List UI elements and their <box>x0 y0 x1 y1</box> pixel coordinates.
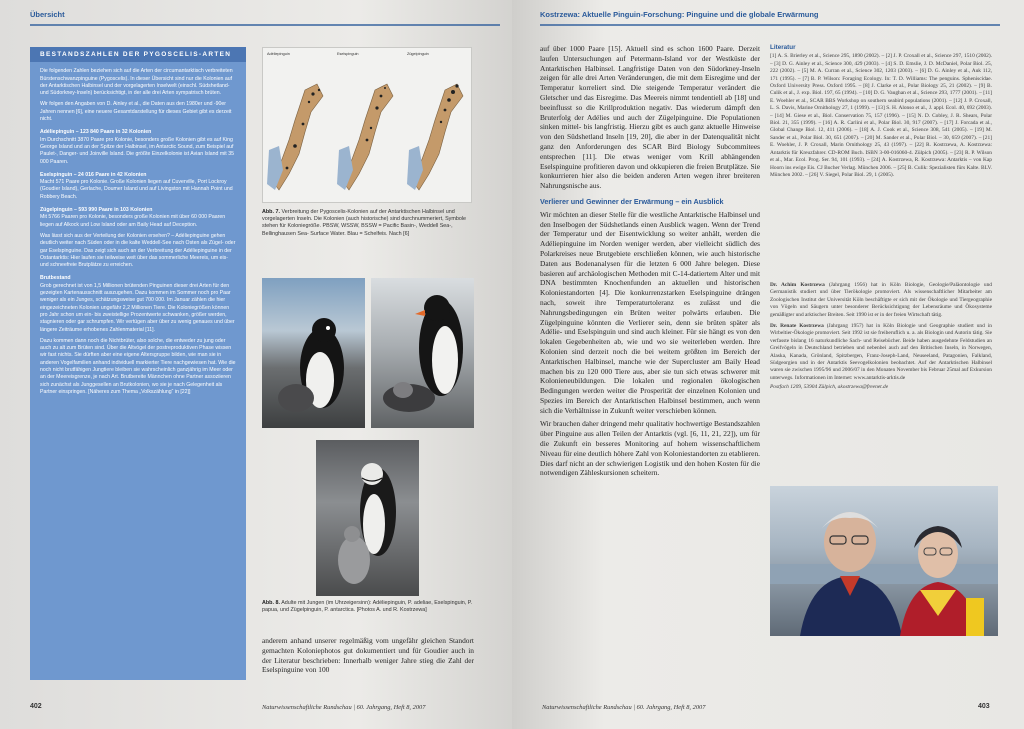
chinstrap-penguin-illustration <box>316 440 419 596</box>
population-sidebar <box>30 47 246 680</box>
map-adelie <box>265 50 333 200</box>
figure-7-text: Verbreitung der Pygoscelis-Kolonien auf der Antarktischen Halbinsel und vorgelagerten Inseln. Die Kolonien (auch historische) sind durchnummeriert, Symbole stehen für Koloniegröße. PBSW, WSSW, BSSW = Pacific Basin-, Weddell Sea-, Bellinghausen Sea- Surface Water. Blau = Schelfeis. Nach [6] <box>262 209 467 237</box>
right-header: Kostrzewa: Aktuelle Pinguin-Forschung: Pinguine und die globale Erwärmung <box>540 10 819 19</box>
distribution-question: Was lässt sich aus der Verteilung der Kolonien ersehen? – Adéliepinguine gehen deutlich weiter nach Süden oder in die kalte Weddell-See nach Osten als Zügel- oder gar Eselspinguine. Das zeigt sich auch an der Verbreitung der Adéliepinguine in der Ostantarktis: Hier laufen sie teilweise weit über das sommerliche Meereis, um eis- und schneefreie Brutplätze zu erreichen. <box>40 232 236 269</box>
literature-heading: Literatur <box>770 44 796 51</box>
chinstrap-text: Mit 5766 Paaren pro Kolonie, besonders große Kolonien mit über 60 000 Paaren liegen auf Alkock und Low Island oder am Baily Head auf Deception. <box>40 214 226 228</box>
map-gentoo-drawing <box>335 50 403 200</box>
right-paragraph-1: auf über 1000 Paare [15]. Aktuell sind es schon 1600 Paare. Derzeit laufen Untersuchungen auf Petermann-Island vor der Westküste der Antarktischen Halbinsel. Langfristige Daten von den Südorkney-Inseln zeigen für alle drei Arten Veränderungen, die mit dem Eisregime und der Temperatur korreliert sind. Die steigende Temperatur verändert die Gletscher und das Eisregime. Das Meereis nimmt tendentiell ab [18] und beeinflusst so die Krillproduktion negativ. Das wiederum dämpft den Bruterfolg der Adélies und auch der Zügelpinguine. Die Populationen sinken mittel- bis langfristig. Hierzu gibt es auch ganz aktuelle Hinweise von den Südshetland Inseln [19, 20], die aber in der Datenqualität nicht ganz den Anforderungen des SCAR Bird Biology Subcommitees entsprechen [11]. Die etwas weniger vom Krill abhängenden Eselspinguine profitieren davon und okkupieren die freien Brutplätze. Sie konkurrieren hier also die beiden anderen Arten wegen ihrer breiteren Nahrungsnische aus. <box>540 44 760 191</box>
map-chinstrap <box>405 50 471 200</box>
map-chinstrap-drawing <box>405 50 471 200</box>
figure-7-label: Abb. 7. <box>262 209 280 215</box>
right-paragraph-2: Wir möchten an dieser Stelle für die westliche Antarktische Halbinsel und den Inselbogen der Südshetlands einen Ausblick wagen. Wenn der Trend der Temperatur und der Eisentwicklung so weiter anhält, werden die Adéliepinguine im Norden weniger werden, aber vielleicht südlich des Polarkreises neue Brutgebiete erschließen können, wie auch historische Daten aus Bodenanalysen für die letzten 6 000 Jahre belegen. Diese basieren auf archäologischen Methoden mit C-14-datiertem Alter und mit DNA bestimmten Knochenfunden an aktuellen und historischen Koloniestandorten [4]. Die konkurrenzstarken Eselspinguine drängen nach, soweit ihre Temperaturtoleranz es zulässt und die Nahrungsbedingungen ein Brüten weiter polwärts erlauben. Die Zügelpinguine könnten die Verlierer sein, denn sie brüten später als Adélie- und Eselspinguin und sind auch kleiner. Für sie hängt es von den lokalen Gegebenheiten ab, wie und wo sie weiterleben werden. Ihre Kolonien sind derzeit noch die bei weitem größten im Bereich der Antarktischen Halbinsel, manche wie der Supercluster am Baily Head machen bis zu 120 000 Tiere aus, aber sie tun sich etwas schwerer mit Kolonieneubildungen. Die lokalen und regionalen ökologischen Bedingungen werden weiter die Prosperität der einzelnen Kolonien und Spezies im Bereich der Antarktischen Halbinsel bestimmen, auch wenn sich die Verhältnisse in Zukunft weiter verschieben können. <box>540 209 760 415</box>
gentoo-penguin-photo <box>371 278 474 428</box>
adelie-penguin-photo <box>262 278 365 428</box>
sidebar-intro: Die folgenden Zahlen beziehen sich auf die Arten der circumantarktisch verbreiteten Bürstenschwanzpinguine (Pygoscelis). In dieser Übersicht sind nur die Kolonien auf der Antarktischen Halbinsel und der vorgelagerten Inselwelt (einschl. Südshetland- und Südorkney-Inseln) berücksichtigt, in der alle drei Arten sympatrisch brüten. <box>40 68 233 97</box>
section-heading: Verlierer und Gewinner der Erwärmung – ein Ausblick <box>540 196 724 206</box>
map-legend-chinstrap: Zügelpinguin <box>407 52 429 56</box>
chinstrap-penguin-photo <box>316 440 419 596</box>
literature-list: [1] A. S. Brierley et al., Science 295, 1890 (2002). – [2] J. P. Croxall et al., Science 297, 1510 (2002). – [3] D. G. Ainley et al., Science 300, 429 (2003). – [4] S. D. Emslie, J. D. McDaniel, Polar Biol. 25, 222 (2002). – [5] M. A. Curran et al., Science 302, 1203 (2003). – [6] D. G. Ainley et al., Auk 112, 171 (1995). – [7] B. P. Wilson: Foraging Ecology. In: T. D. Williams: The penguins. Spheniscidae. Oxford University Press. Oxford 1995. – [8] J. Clarke et al., Polar Biology 25, 21 (2002). – [9] B. Culik et al., J. exp. Biol. 197, 65 (1994). – [10] D. G. Vaughan et al., Science 293, 1777 (2001). – [11] E. Woehler et al., SCAR BBS Workshop on southern seabird populations (2001). – [12] J. P. Croxall, L. S. Davis, Marine Ornithology 27, 1 (1999). – [13] S. H. Alonso et al., J. appl. Ecol. 40, 692 (2003). – [14] M. Giese et al., Biol. Conservation 75, 157 (1996). – [15] N. D. Cobley, J. R. Shears, Polar Biol. 21, 355 (1999). – [16] A. R. Carlini et al., Polar Biol. 30, 917 (2007). – [17] J. Forcada et al., Global Change Biol. 12, 411 (2006). – [18] A. J. Cook et al., Science 308, 541 (2005). – [19] M. Sander et al., Polar Biol. 30, 651 (2007). – [20] M. Sander et al., Polar Biol. – 30, 659 (2007). – [21] E. Woehler, J. P. Croxall, Marin Ornithology 25, 43 (1997). – [22] R. Kostrzewa, A. Kostrzewa: Antarktis für Kreuzfahrer. CD-ROM Buch. ISBN 3-00-016060-4. Zülpich (2005). – [23] R. P. Wilson et al., Mar. Ecol. Prog. Ser. 94, 101 (1993). – [24] A. Kostrzewa, R. Kostrzewa: Antarktis – von Kap Hoorn ins ewige Eis. CJ Bucher Verlag. München 2006. – [25] B. Culik: Spezialisten fürs Kalte. BLV. München 2002. – [26] V. Siegel, Polar Biol. 29, 1 (2005). <box>770 53 992 178</box>
distribution-maps-figure <box>262 47 472 203</box>
right-page <box>512 0 1024 729</box>
figure-7-caption <box>262 209 474 238</box>
right-page-number: 403 <box>978 703 990 710</box>
gentoo-text: Macht 571 Paare pro Kolonie. Große Kolonien liegen auf Cuverville, Port Lockroy (Goudier Island), Gerlache, Doumer Island und auf Livingston mit Hannah Point und Robbery Beach. <box>40 179 233 200</box>
right-footer: Naturwissenschaftliche Rundschau | 60. Jahrgang, Heft 8, 2007 <box>542 704 706 711</box>
map-legend-adelie: Adéliepinguin <box>267 52 290 56</box>
author-bios <box>770 282 992 482</box>
author-1-bio: (Jahrgang 1956) hat in Köln Biologie, Geologie/Paläontologie und Germanistik studiert und über Tierökologie promoviert. Als wissenschaftlicher Mitarbeiter am Zoologischen Institut der Universität Köln beschäftigte er sich mit der Ökologie und Tiergeographie von Vögeln und Säugern unter besonderer Berücksichtigung der Lebensräume und Ökosysteme gemäßigter und arktischer Breiten. Seit 1990 ist er in der freien Wirtschaft tätig. <box>770 282 992 318</box>
adelie-heading: Adéliepinguin – 123 840 Paare in 32 Kolonien <box>40 129 152 136</box>
figure-8-label: Abb. 8. <box>262 600 280 606</box>
right-header-rule <box>540 24 1000 26</box>
figure-8-caption <box>262 600 474 614</box>
author-address: Postfach 1209, 53904 Zülpich, akostrzewa@freenet.de <box>770 384 889 391</box>
literature-column <box>770 44 992 269</box>
right-main-column <box>540 44 760 694</box>
map-gentoo <box>335 50 403 200</box>
map-legend-gentoo: Eselspinguin <box>337 52 359 56</box>
sidebar-title: BESTANDSZAHLEN DER PYGOSCELIS-ARTEN <box>30 47 246 62</box>
left-footer: Naturwissenschaftliche Rundschau | 60. Jahrgang, Heft 8, 2007 <box>262 704 426 711</box>
author-2-bio: (Jahrgang 1957) hat in Köln Biologie und Geographie studiert und in Wirbeltier-Ökologie promoviert. Seit 1992 ist sie freiberuflich u. a. als Biologin und Autorin tätig. Sie verfasste bislang 16 naturkundliche Sach- und Reisebücher. Beide haben ausgedehnte Feldstudien an Greifvögeln in Deutschland betrieben und nebenbei auch auf den Britischen Inseln, in Norwegen, Alaska, Kanada, Grönland, Spitzbergen, Franz-Joseph-Land, Neuseeland, Patagonien, Falkland, Südgeorgien und in der Antarktis Seevogelkolonien beobachtet. Auf der Antarktischen Halbinsel waren sie zwischen 1995/96 und 2006/07 in den Monaten November bis Februar 25mal auf Exkursion unterwegs. Informationen im Internet: www.antarktis-arktis.de <box>770 323 992 381</box>
authors-photo <box>770 486 998 636</box>
left-header-rule <box>30 24 500 26</box>
author-2-name: Dr. Renate Kostrzewa <box>770 323 824 330</box>
gentoo-heading: Eselspinguin – 24 016 Paare in 42 Kolonien <box>40 171 147 178</box>
authors-illustration <box>770 486 998 636</box>
chinstrap-heading: Zügelpinguin – 593 990 Paare in 103 Kolonien <box>40 207 153 214</box>
breeding-heading: Brutbestand <box>40 275 71 282</box>
left-body-text: anderem anhand unserer regelmäßig vom ungefähr gleichen Standort gemachten Koloniephotos gut dokumentiert und für Goudier auch in der Literatur beschrieben: Innerhalb weniger Jahre stieg die Zahl der Eselspinguine von 100 <box>262 636 474 675</box>
figure-8-text: Adulte mit Jungen (im Uhrzeigersinn): Adéliepinguin, P. adeliae, Eselspinguin, P. papua, und Zügelpinguin, P. antarctica. [Photos A. und R. Kostrzewa] <box>262 600 473 614</box>
breeding-text-2: Dazu kommen dann noch die Nichtbrüter, also solche, die entweder zu jung oder auch zu alt zum Brüten sind. Über die Altvögel der postreproduktiven Phase wissen wir fast nichts. Sie dürften aber eine eigene Altersgruppe bilden, wie man sie in anderen Vogelfamilien anhand individuell markierter Tiere nachgewiesen hat. Wie die noch nicht brutfähigen Jungtiere bleiben sie wahrscheinlich ganzjährig im Meer oder an der Meereisgrenze, je nach Art. Brutbereite Männchen ohne Partner assoziieren sich zunächst als Junggesellen an Brutkolonien, wo sie je nach Gelegenheit als Partner einspringen. [Näheres zum Thema „Volkszählung“ in [22]] <box>40 337 236 395</box>
map-adelie-drawing <box>265 50 333 200</box>
gentoo-penguin-illustration <box>371 278 474 428</box>
sidebar-intro-2: Wir folgen den Angaben von D. Ainley et al., die Daten aus den 1980er und -90er Jahren nennen [6], eine neuere Gesamtdarstellung für dieses Gebiet gibt es derzeit nicht. <box>40 101 232 123</box>
right-paragraph-3: Wir brauchen daher dringend mehr qualitativ hochwertige Bestandszahlen über Pinguine aus allen Teilen der Antarktis (vgl. [6, 11, 21, 22]), um für die Zukunft ein besseres Monitoring auf hohem wissenschaftlichem Niveau für eine deutlich höhere Zahl von Koloniestandorten zu etablieren. Dies darf nicht an der schwierigen Logistik und den hohen Kosten für die notwendigen Zähleskursionen scheitern. <box>540 419 760 478</box>
adelie-penguin-illustration <box>262 278 365 428</box>
adelie-text: Im Durchschnitt 3870 Paare pro Kolonie, besonders große Kolonien gibt es auf King George Island und an der Spitze der Halbinsel, im Antarctic Sound, zum Beispiel auf Paulet-, Danger- und Joinville Island. Die größte Einzelkolonie ist Avian Island mit 35 000 Paaren. <box>40 136 234 165</box>
author-1-name: Dr. Achim Kostrzewa <box>770 282 825 288</box>
left-header: Übersicht <box>30 10 65 19</box>
breeding-text: Grob gerechnet ist von 1,5 Millionen brütenden Pinguinen dieser drei Arten für den gezeigten Kartenausschnitt auszugehen. Dazu kommen im Sommer noch pro Paar weniger als ein Junges, schätzungsweise gut 700 000. Im Januar zählen die hier eingezeichneten Kolonien ungefähr 2,2 Millionen Tiere. Die Koloniegrößen können pro Jahr schon um ein- bis zweistellige Prozentwerte schwanken, größer werden, stagnieren oder gar schrumpfen. Wir vertügen aber über zu wenig genaues und über längere Zeiträume erhobenes Zahlenmaterial [11]. <box>40 282 235 333</box>
left-page-number: 402 <box>30 703 42 710</box>
